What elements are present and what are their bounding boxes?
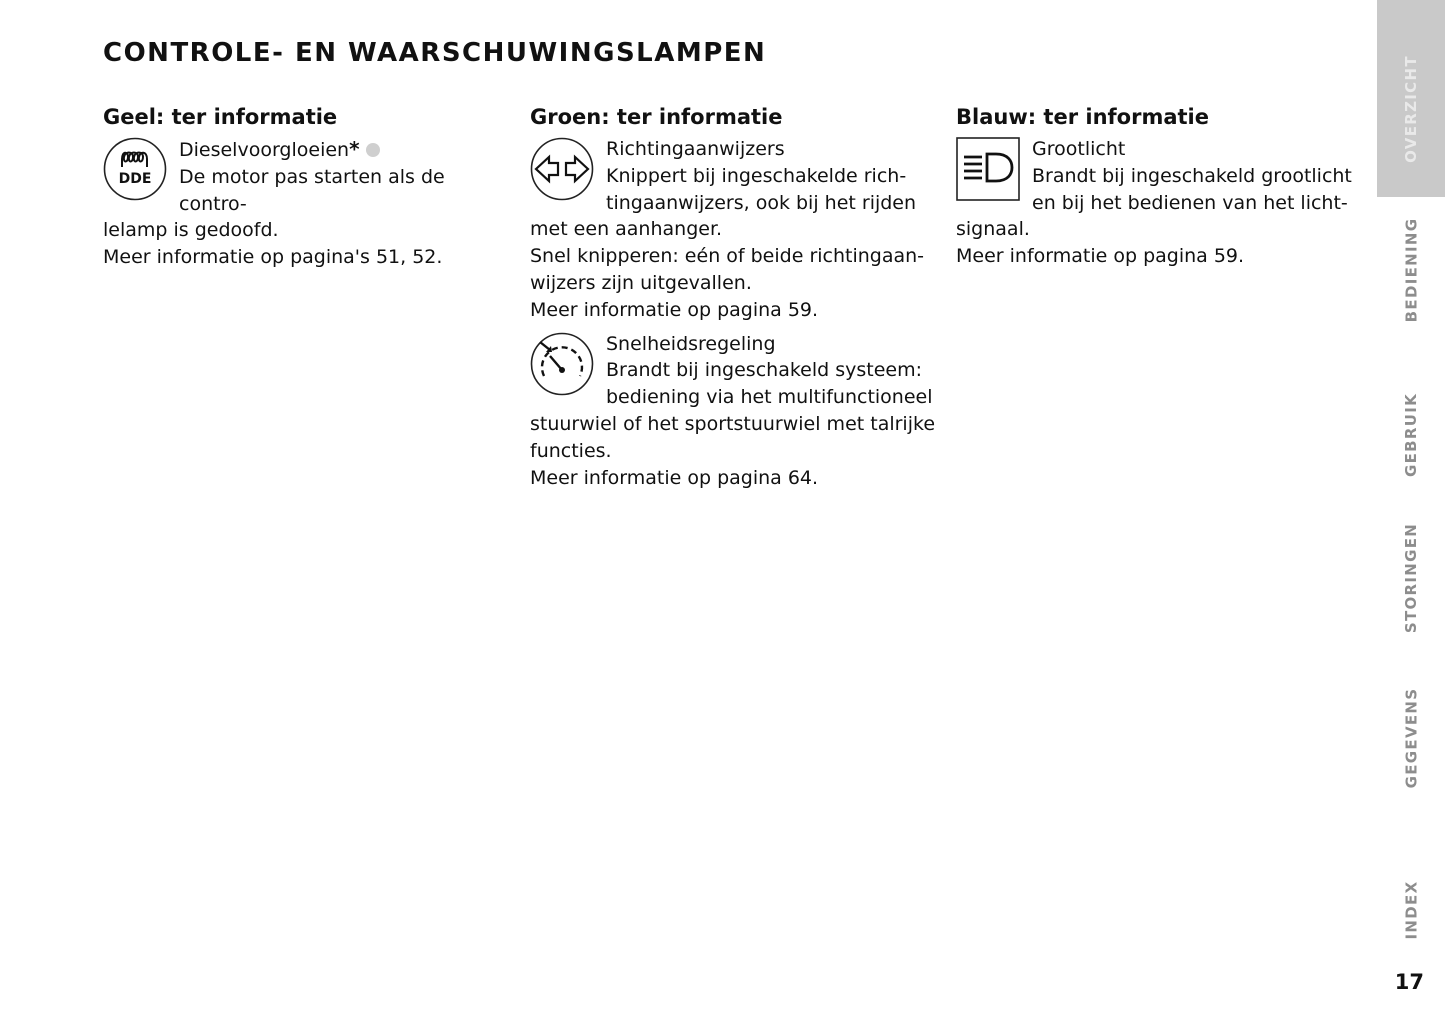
entry-text: De motor pas starten als de contro- lelamp is gedoofd. Meer informatie op pagina's 51, 52. [103,165,445,269]
chapter-tabs [1377,0,1445,960]
cruise-control-icon [530,332,594,396]
tab-label: INDEX [1402,880,1420,940]
grey-dot-icon [366,143,380,157]
high-beam-icon [956,137,1020,201]
tab-overzicht[interactable] [1377,20,1445,197]
column-heading: Groen: ter informatie [530,105,783,129]
entry-high-beam [956,136,1366,270]
tab-storingen[interactable] [1377,518,1445,638]
entry-diesel-preheat [103,136,513,271]
tab-label: OVERZICHT [1402,54,1420,163]
dde-label: DDE [118,171,152,187]
page-number: 17 [1394,970,1424,994]
column-heading: Geel: ter informatie [103,105,338,129]
tab-label: STORINGEN [1402,522,1421,634]
column-heading: Blauw: ter informatie [956,105,1209,129]
column-green [530,102,940,498]
column-blue [956,102,1366,277]
tab-label: GEGEVENS [1402,687,1421,788]
entry-title: Dieselvoorgloeien [179,139,350,161]
tab-gegevens[interactable] [1377,680,1445,795]
entry-text: Brandt bij ingeschakeld grootlicht en bij het bedienen van het licht- signaal. Meer informatie op pagina 59. [956,164,1352,268]
entry-text: Knippert bij ingeschakelde rich- tingaanwijzers, ook bij het rijden met een aanhanger. Snel knipperen: eén of beide richtingaan- wijzers zijn uitgevallen. Meer informatie op pagina 59. [530,164,925,321]
tab-label: BEDIENING [1402,217,1421,323]
turn-signal-icon [530,137,594,201]
tab-gebruik[interactable] [1377,385,1445,485]
entry-title: Snelheidsregeling [606,332,776,355]
page-title: CONTROLE- EN WAARSCHUWINGSLAMPEN [103,38,767,68]
option-asterisk: * [349,137,360,161]
entry-text: Brandt bij ingeschakeld systeem: bediening via het multifunctioneel stuurwiel of het sportstuurwiel met talrijke functies. Meer informatie op pagina 64. [530,359,936,489]
tab-label: GEBRUIK [1402,392,1420,478]
column-yellow [103,102,513,278]
entry-title: Grootlicht [1032,138,1126,160]
dde-preheat-icon [103,137,167,201]
entry-turn-signals [530,136,940,324]
entry-title: Richtingaanwijzers [606,138,785,160]
tab-bediening[interactable] [1377,210,1445,330]
tab-index[interactable] [1377,870,1445,950]
entry-cruise-control [530,331,940,492]
